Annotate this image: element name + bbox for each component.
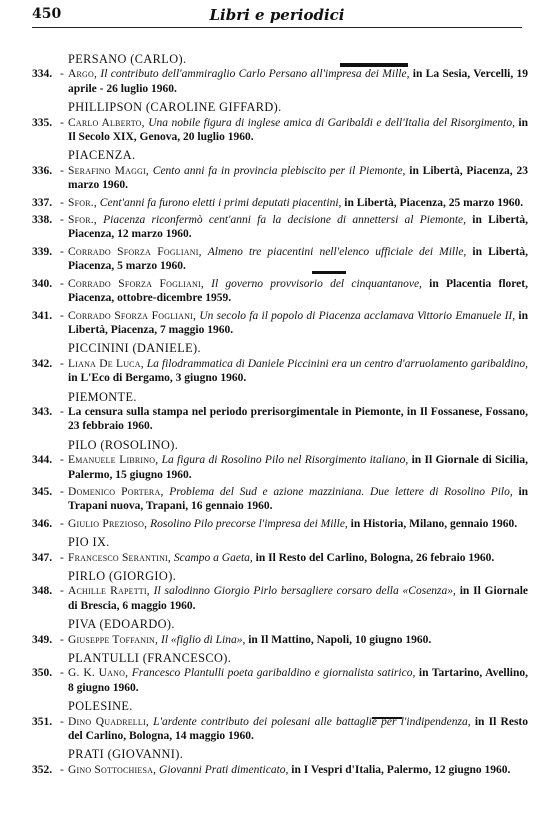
entry-title: Problema del Sud e azione mazziniana. Due lettere di Rosolino Pilo, [169, 485, 513, 498]
entry-author: G. K. Uano, [68, 667, 129, 680]
entry-text [68, 277, 528, 306]
entry-text [68, 584, 528, 613]
entry-title: Scampo a Gaeta, [173, 551, 253, 564]
subject-heading: PHILLIPSON (CAROLINE GIFFARD). [68, 100, 282, 115]
entry-source: in Libertà, Piacenza, 12 marzo 1960. [68, 214, 529, 241]
subject-heading: PERSANO (CARLO). [68, 52, 187, 66]
entry-title: Un secolo fa il popolo di Piacenza acclamava Vittorio Emanuele II, [199, 309, 516, 322]
entry-dash: - [60, 116, 64, 129]
entry-dash: - [60, 517, 64, 530]
entry-text [68, 633, 528, 647]
entry-author: Sfor., [68, 214, 97, 227]
entry-number: 341. [32, 309, 53, 322]
entry-source: in Libertà, Piacenza, 23 marzo 1960. [68, 164, 528, 192]
entry-text [68, 715, 528, 744]
entry-text [68, 517, 528, 531]
entry-source: in Tartarino, Avellino, 8 giugno 1960. [68, 667, 529, 694]
entry-title: Il salodinno Giorgio Pirlo bersagliere corsaro della «Cosenza», [153, 585, 456, 598]
entry-number: 334. [32, 68, 53, 81]
entry-author: Serafino Maggi, [68, 164, 149, 177]
entry-dash: - [60, 667, 64, 680]
bibliography-entry [32, 213, 528, 242]
entry-text [68, 405, 528, 434]
entry-author: Domenico Portera, [68, 485, 164, 498]
entry-dash: - [60, 715, 64, 728]
entry-source: in Libertà, Piacenza, 5 marzo 1960. [68, 245, 529, 273]
entry-number: 337. [32, 196, 53, 209]
entry-author: Dino Quadrelli, [68, 715, 149, 728]
header-rule [32, 27, 522, 28]
entry-author: Giuseppe Toffanin, [68, 633, 159, 646]
entry-source: La censura sulla stampa nel periodo prerisorgimentale in Piemonte, in Il Fossanese, Fossano, 23 febbraio 1960. [68, 405, 528, 433]
entry-title: Il «figlio di Lina», [161, 633, 246, 646]
entry-text [68, 485, 528, 514]
entry-author: Corrado Sforza Fogliani, [68, 245, 202, 258]
entry-source: in L'Eco di Bergamo, 3 giugno 1960. [68, 372, 247, 385]
running-head: Libri e periodici [209, 6, 345, 24]
entry-number: 350. [32, 667, 53, 680]
entry-source: in Il Resto del Carlino, Bologna, 26 febraio 1960. [255, 551, 495, 564]
bibliography-entry [32, 116, 528, 145]
entry-title: La figura di Rosolino Pilo nel Risorgimento italiano, [161, 454, 409, 467]
bibliography-entry [32, 584, 528, 613]
subject-heading: PIACENZA. [68, 148, 136, 163]
entry-text [68, 453, 528, 482]
entry-author: Sfor., [68, 196, 97, 209]
entry-author: Francesco Serantini, [68, 551, 171, 564]
entry-number: 335. [32, 116, 53, 129]
entry-title: L'ardente contributo dei polesani alle battaglie per l'indipendenza, [153, 715, 471, 728]
bibliography-entry [32, 164, 528, 193]
entry-number: 352. [32, 763, 53, 776]
entry-source: in Trapani nuova, Trapani, 16 gennaio 1960. [68, 485, 529, 513]
entry-author: Corrado Sforza Fogliani, [68, 277, 204, 290]
entry-text [68, 309, 528, 338]
entry-text [68, 116, 528, 145]
entry-number: 342. [32, 357, 53, 370]
bibliography-entry [32, 763, 528, 777]
subject-heading: PIO IX. [68, 535, 110, 550]
bibliography-entry [32, 485, 528, 514]
entry-dash: - [60, 245, 64, 258]
entry-source: in Il Giornale di Brescia, 6 maggio 1960. [68, 585, 528, 612]
entry-dash: - [60, 633, 64, 646]
entry-number: 347. [32, 551, 53, 564]
entry-dash: - [60, 405, 64, 418]
entry-title: Cento anni fa in provincia plebiscito per il Piemonte, [152, 164, 406, 177]
entry-title: Cent'anni fa furono eletti i primi deputati piacentini, [99, 196, 342, 209]
entry-source: in Libertà, Piacenza, 7 maggio 1960. [68, 309, 529, 336]
subject-heading: PIEMONTE. [68, 389, 137, 404]
entry-title: Giovanni Prati dimenticato, [159, 763, 289, 776]
page-number: 450 [32, 6, 62, 22]
entry-dash: - [60, 454, 64, 467]
entry-author: Emanuele Librino, [68, 454, 159, 467]
entry-source: in Il Mattino, Napoli, 10 giugno 1960. [248, 633, 432, 646]
bibliography-entry [32, 67, 528, 96]
entry-text [68, 164, 528, 193]
entry-number: 349. [32, 633, 53, 646]
entry-number: 345. [32, 485, 53, 498]
entry-dash: - [60, 196, 64, 209]
entry-source: in Historia, Milano, gennaio 1960. [350, 517, 518, 530]
entry-number: 348. [32, 585, 53, 598]
bibliography-entry [32, 245, 528, 274]
entry-source: in Il Resto del Carlino, Bologna, 14 maggio 1960. [68, 715, 529, 743]
entry-text [68, 357, 528, 386]
entry-source: in Libertà, Piacenza, 25 marzo 1960. [344, 196, 524, 209]
bibliography-entry [32, 551, 528, 565]
entry-author: Gino Sottochiesa, [68, 763, 157, 776]
entry-dash: - [60, 357, 64, 370]
page-header [32, 6, 522, 26]
entry-author: Giulio Prezioso, [68, 517, 148, 530]
entry-text [68, 551, 528, 565]
subject-heading: PICCININI (DANIELE). [68, 341, 201, 356]
entry-title: La filodrammatica di Daniele Piccinini era un centro d'arruolamento garibaldino, [146, 357, 529, 370]
entry-source: in Il Secolo XIX, Genova, 20 luglio 1960. [68, 116, 528, 144]
entry-dash: - [60, 68, 64, 81]
bibliography-entry [32, 309, 528, 338]
bibliography-entry [32, 357, 528, 386]
entry-dash: - [60, 485, 64, 498]
bibliography-entry [32, 715, 528, 744]
bibliography-entry [32, 633, 528, 647]
subject-heading: PLANTULLI (FRANCESCO). [68, 651, 232, 666]
entry-source: in Il Giornale di Sicilia, Palermo, 15 giugno 1960. [68, 454, 528, 481]
entry-text [68, 196, 528, 210]
entry-text [68, 213, 528, 242]
entry-text [68, 763, 528, 777]
entry-number: 346. [32, 517, 53, 530]
entry-source: in Placentia floret, Piacenza, ottobre-dicembre 1959. [68, 277, 528, 305]
entry-dash: - [60, 763, 64, 776]
entry-number: 351. [32, 715, 53, 728]
entry-dash: - [60, 585, 64, 598]
entry-source: in La Sesia, Vercelli, 19 aprile - 26 luglio 1960. [68, 68, 529, 95]
bibliography-list [32, 48, 528, 780]
entry-title: Il governo provvisorio del cinquantanove, [211, 277, 422, 290]
entry-text [68, 67, 528, 96]
bibliography-entry [32, 277, 528, 306]
entry-author: Carlo Alberto, [68, 116, 145, 129]
entry-source: in I Vespri d'Italia, Palermo, 12 giugno 1960. [291, 763, 511, 776]
entry-title: Una nobile figura di inglese amica di Garibaldi e dell'Italia del Risorgimento, [148, 116, 515, 129]
entry-dash: - [60, 309, 64, 322]
entry-title: Il contributo dell'ammiraglio Carlo Persano all'impresa dei Mille, [100, 68, 410, 81]
subject-heading: PRATI (GIOVANNI). [68, 747, 184, 762]
bibliography-entry [32, 196, 528, 210]
entry-dash: - [60, 164, 64, 177]
entry-title: Francesco Plantulli poeta garibaldino e giornalista satirico, [131, 667, 416, 680]
entry-number: 338. [32, 214, 53, 227]
entry-title: Almeno tre piacentini nell'elenco ufficiale dei Mille, [207, 245, 467, 258]
entry-number: 344. [32, 454, 53, 467]
subject-heading: PIVA (EDOARDO). [68, 617, 175, 632]
entry-text [68, 245, 528, 274]
subject-heading: PILO (ROSOLINO). [68, 437, 179, 452]
entry-title: Piacenza riconfermò cent'anni fa la decisione di annettersi al Piemonte, [103, 214, 467, 227]
entry-dash: - [60, 551, 64, 564]
bibliography-entry [32, 405, 528, 434]
bibliography-entry [32, 517, 528, 531]
entry-text [68, 666, 528, 695]
entry-number: 339. [32, 245, 53, 258]
entry-dash: - [60, 277, 64, 290]
subject-heading: PIRLO (GIORGIO). [68, 569, 177, 583]
bibliography-entry [32, 453, 528, 482]
entry-author: Achille Rapetti, [68, 585, 150, 598]
entry-dash: - [60, 214, 64, 227]
entry-author: Argo, [68, 68, 98, 81]
entry-number: 343. [32, 405, 53, 418]
entry-number: 340. [32, 277, 53, 290]
bibliography-entry [32, 666, 528, 695]
entry-author: Corrado Sforza Fogliani, [68, 309, 197, 322]
entry-title: Rosolino Pilo precorse l'impresa dei Mille, [150, 517, 348, 530]
subject-heading: POLESINE. [68, 699, 133, 714]
entry-author: Liana De Luca, [68, 357, 144, 370]
entry-number: 336. [32, 164, 53, 177]
